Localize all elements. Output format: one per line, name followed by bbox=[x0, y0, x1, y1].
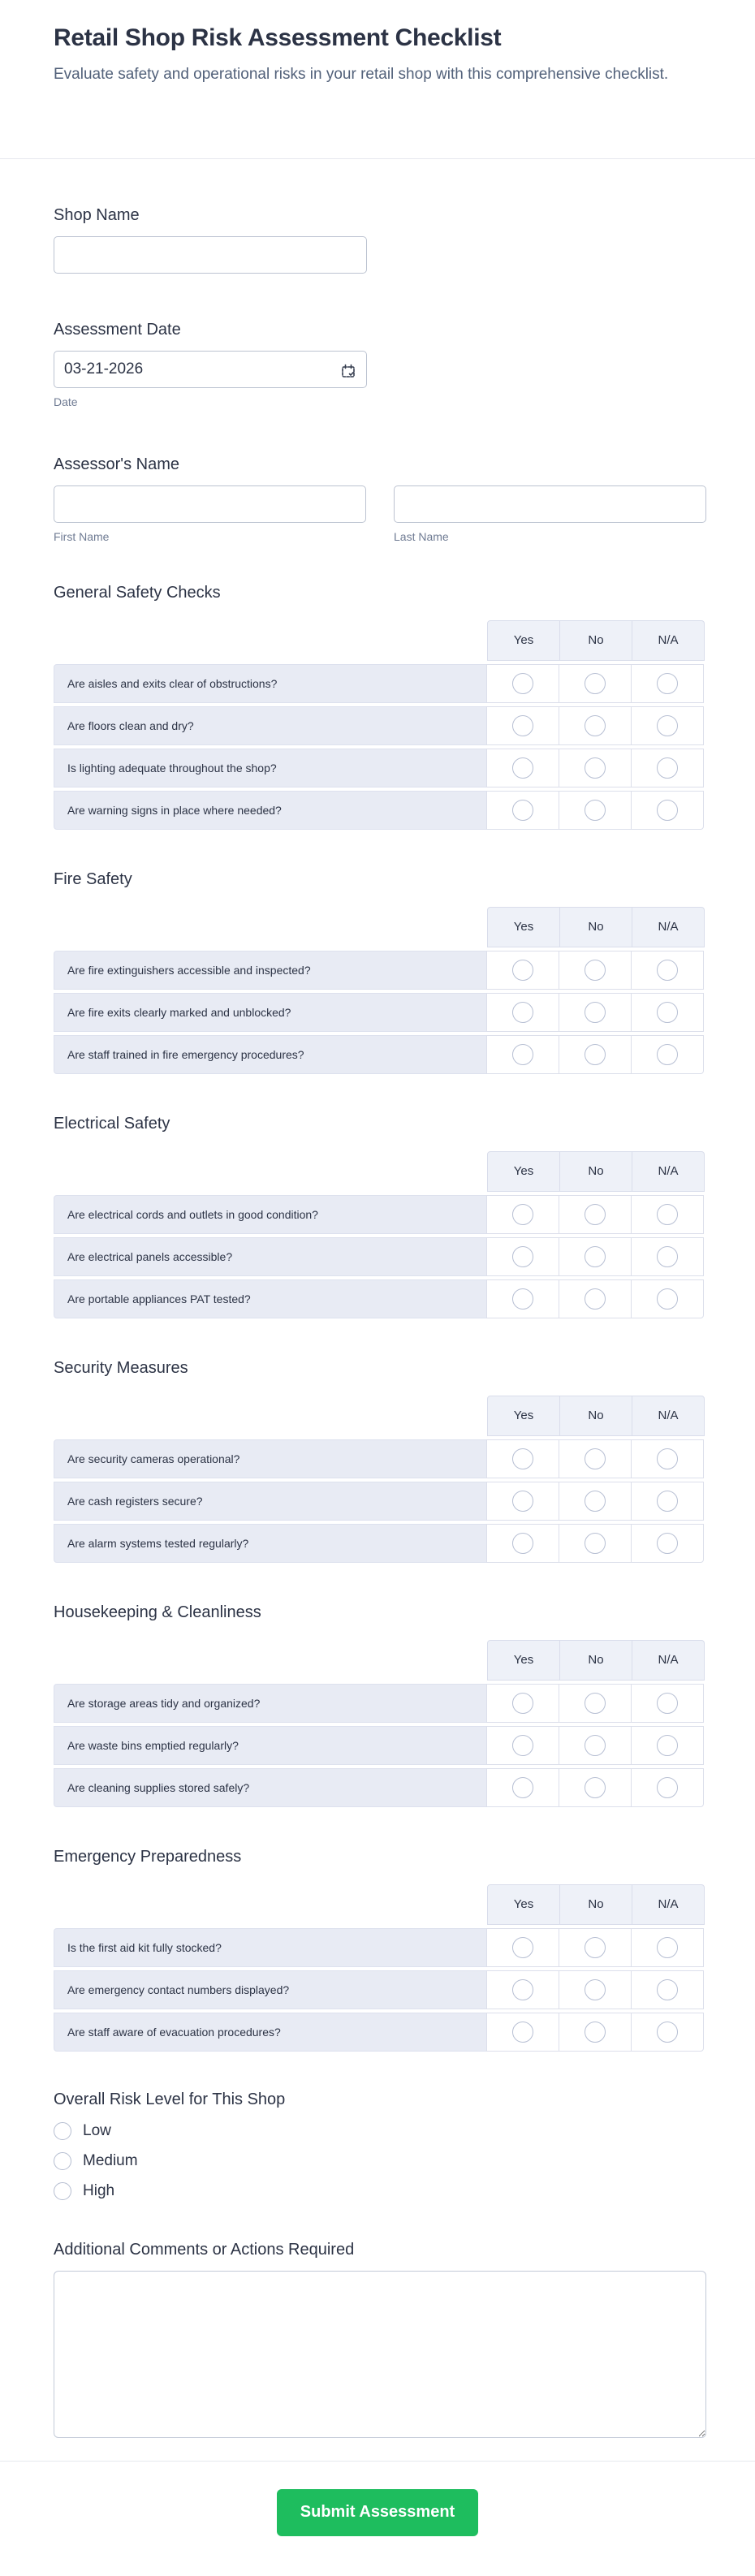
matrix-question-label: Are cleaning supplies stored safely? bbox=[54, 1768, 487, 1807]
form-footer bbox=[0, 2462, 755, 2576]
matrix-radio-n-a[interactable] bbox=[657, 1044, 678, 1065]
matrix-radio-yes[interactable] bbox=[512, 1246, 533, 1267]
matrix-row bbox=[54, 951, 706, 990]
matrix-section-electrical-safety bbox=[54, 1115, 706, 1318]
matrix-radio-cell-yes bbox=[486, 1524, 559, 1563]
matrix-radio-yes[interactable] bbox=[512, 960, 533, 981]
matrix-column-header-yes: Yes bbox=[487, 1151, 560, 1192]
matrix-header-row bbox=[487, 1640, 706, 1681]
matrix-row bbox=[54, 706, 706, 745]
matrix-row bbox=[54, 1279, 706, 1318]
matrix-column-header-yes: Yes bbox=[487, 1396, 560, 1436]
last-name-input[interactable] bbox=[394, 485, 706, 523]
matrix-radio-yes[interactable] bbox=[512, 715, 533, 736]
matrix-column-header-n-a: N/A bbox=[632, 620, 705, 661]
matrix-row bbox=[54, 993, 706, 1032]
matrix-question-label: Are alarm systems tested regularly? bbox=[54, 1524, 487, 1563]
matrix-radio-no[interactable] bbox=[585, 1002, 606, 1023]
matrix-radio-no[interactable] bbox=[585, 1735, 606, 1756]
matrix-radio-yes[interactable] bbox=[512, 673, 533, 694]
matrix-header-row bbox=[487, 620, 706, 661]
form-body bbox=[0, 206, 755, 2438]
first-name-input[interactable] bbox=[54, 485, 366, 523]
matrix-row bbox=[54, 664, 706, 703]
matrix-radio-no[interactable] bbox=[585, 800, 606, 821]
section-title: Security Measures bbox=[54, 1358, 188, 1377]
matrix-radio-cell-yes bbox=[486, 951, 559, 990]
matrix-radio-cell-no bbox=[559, 1237, 632, 1276]
risk-level-field bbox=[54, 2091, 706, 2200]
matrix-table bbox=[54, 1640, 706, 1807]
matrix-radio-no[interactable] bbox=[585, 1448, 606, 1469]
matrix-radio-cell-no bbox=[559, 1439, 632, 1478]
matrix-radio-n-a[interactable] bbox=[657, 1937, 678, 1958]
matrix-question-label: Are security cameras operational? bbox=[54, 1439, 487, 1478]
matrix-radio-cell-no bbox=[559, 951, 632, 990]
first-name-sublabel: First Name bbox=[54, 529, 110, 543]
matrix-radio-cell-n-a bbox=[631, 706, 704, 745]
matrix-column-header-no: No bbox=[559, 1396, 632, 1436]
matrix-radio-yes[interactable] bbox=[512, 1002, 533, 1023]
matrix-radio-yes[interactable] bbox=[512, 1777, 533, 1798]
matrix-radio-n-a[interactable] bbox=[657, 1693, 678, 1714]
date-sublabel: Date bbox=[54, 395, 78, 408]
matrix-radio-no[interactable] bbox=[585, 1288, 606, 1310]
matrix-question-label: Are cash registers secure? bbox=[54, 1482, 487, 1521]
risk-options bbox=[54, 2122, 706, 2200]
shop-name-field bbox=[54, 206, 706, 274]
matrix-radio-no[interactable] bbox=[585, 1937, 606, 1958]
matrix-column-header-yes: Yes bbox=[487, 620, 560, 661]
matrix-radio-yes[interactable] bbox=[512, 1448, 533, 1469]
matrix-radio-yes[interactable] bbox=[512, 2022, 533, 2043]
matrix-radio-cell-no bbox=[559, 706, 632, 745]
matrix-radio-yes[interactable] bbox=[512, 1937, 533, 1958]
matrix-radio-cell-n-a bbox=[631, 1768, 704, 1807]
matrix-body bbox=[54, 1684, 706, 1807]
section-title: General Safety Checks bbox=[54, 583, 221, 602]
matrix-column-header-yes: Yes bbox=[487, 907, 560, 947]
matrix-radio-no[interactable] bbox=[585, 1204, 606, 1225]
matrix-table bbox=[54, 1151, 706, 1318]
matrix-sections bbox=[54, 584, 706, 2052]
matrix-radio-cell-no bbox=[559, 1279, 632, 1318]
matrix-column-header-n-a: N/A bbox=[632, 1396, 705, 1436]
matrix-radio-cell-n-a bbox=[631, 791, 704, 830]
matrix-radio-cell-n-a bbox=[631, 1928, 704, 1967]
matrix-radio-cell-n-a bbox=[631, 2013, 704, 2052]
matrix-question-label: Are warning signs in place where needed? bbox=[54, 791, 487, 830]
matrix-section-housekeeping-cleanliness bbox=[54, 1603, 706, 1807]
matrix-radio-cell-yes bbox=[486, 993, 559, 1032]
matrix-row bbox=[54, 1482, 706, 1521]
section-title: Electrical Safety bbox=[54, 1114, 170, 1133]
matrix-radio-cell-yes bbox=[486, 1726, 559, 1765]
matrix-column-header-yes: Yes bbox=[487, 1640, 560, 1681]
matrix-radio-cell-n-a bbox=[631, 664, 704, 703]
matrix-row bbox=[54, 1035, 706, 1074]
risk-option bbox=[54, 2122, 706, 2140]
matrix-radio-cell-no bbox=[559, 993, 632, 1032]
matrix-radio-no[interactable] bbox=[585, 1044, 606, 1065]
matrix-radio-cell-yes bbox=[486, 1928, 559, 1967]
matrix-radio-n-a[interactable] bbox=[657, 1979, 678, 2000]
matrix-column-header-no: No bbox=[559, 907, 632, 947]
matrix-question-label: Are staff aware of evacuation procedures? bbox=[54, 2013, 487, 2052]
matrix-radio-cell-no bbox=[559, 1928, 632, 1967]
matrix-radio-cell-yes bbox=[486, 1970, 559, 2009]
matrix-radio-n-a[interactable] bbox=[657, 1204, 678, 1225]
matrix-radio-n-a[interactable] bbox=[657, 1288, 678, 1310]
matrix-radio-n-a[interactable] bbox=[657, 1448, 678, 1469]
matrix-body bbox=[54, 1439, 706, 1563]
matrix-section-fire-safety bbox=[54, 870, 706, 1074]
matrix-radio-n-a[interactable] bbox=[657, 1246, 678, 1267]
matrix-table bbox=[54, 1396, 706, 1563]
first-name-col bbox=[54, 485, 366, 543]
matrix-column-header-no: No bbox=[559, 1640, 632, 1681]
matrix-body bbox=[54, 1928, 706, 2052]
matrix-radio-cell-yes bbox=[486, 791, 559, 830]
matrix-radio-no[interactable] bbox=[585, 1491, 606, 1512]
comments-field bbox=[54, 2241, 706, 2438]
matrix-radio-cell-no bbox=[559, 749, 632, 787]
calendar-check-icon[interactable] bbox=[340, 363, 356, 379]
matrix-radio-cell-n-a bbox=[631, 951, 704, 990]
matrix-question-label: Are electrical panels accessible? bbox=[54, 1237, 487, 1276]
matrix-radio-cell-no bbox=[559, 1195, 632, 1234]
matrix-radio-cell-yes bbox=[486, 1237, 559, 1276]
matrix-column-header-no: No bbox=[559, 1884, 632, 1925]
matrix-radio-no[interactable] bbox=[585, 1246, 606, 1267]
matrix-radio-yes[interactable] bbox=[512, 1491, 533, 1512]
matrix-header-row bbox=[487, 907, 706, 947]
matrix-radio-cell-yes bbox=[486, 749, 559, 787]
risk-option-label: Low bbox=[83, 2121, 111, 2139]
matrix-radio-cell-no bbox=[559, 1684, 632, 1723]
matrix-question-label: Is lighting adequate throughout the shop? bbox=[54, 749, 487, 787]
matrix-radio-no[interactable] bbox=[585, 673, 606, 694]
matrix-radio-n-a[interactable] bbox=[657, 673, 678, 694]
matrix-radio-cell-no bbox=[559, 1482, 632, 1521]
matrix-row bbox=[54, 1928, 706, 1967]
matrix-radio-cell-n-a bbox=[631, 1439, 704, 1478]
last-name-col bbox=[394, 485, 706, 543]
matrix-radio-yes[interactable] bbox=[512, 1979, 533, 2000]
section-title: Fire Safety bbox=[54, 869, 132, 888]
matrix-radio-cell-yes bbox=[486, 1439, 559, 1478]
matrix-row bbox=[54, 1970, 706, 2009]
matrix-row bbox=[54, 1726, 706, 1765]
matrix-radio-cell-n-a bbox=[631, 749, 704, 787]
matrix-radio-no[interactable] bbox=[585, 1777, 606, 1798]
shop-name-input[interactable] bbox=[54, 236, 367, 274]
matrix-column-header-n-a: N/A bbox=[632, 1884, 705, 1925]
matrix-radio-no[interactable] bbox=[585, 2022, 606, 2043]
matrix-table bbox=[54, 1884, 706, 2052]
risk-radio-high[interactable] bbox=[54, 2182, 71, 2200]
matrix-question-label: Are fire extinguishers accessible and inspected? bbox=[54, 951, 487, 990]
matrix-radio-cell-yes bbox=[486, 1279, 559, 1318]
matrix-radio-no[interactable] bbox=[585, 1533, 606, 1554]
matrix-radio-n-a[interactable] bbox=[657, 1777, 678, 1798]
matrix-radio-yes[interactable] bbox=[512, 1533, 533, 1554]
shop-name-label: Shop Name bbox=[54, 205, 140, 224]
matrix-radio-cell-no bbox=[559, 1524, 632, 1563]
matrix-row bbox=[54, 749, 706, 787]
matrix-radio-cell-n-a bbox=[631, 1279, 704, 1318]
matrix-question-label: Are fire exits clearly marked and unblocked? bbox=[54, 993, 487, 1032]
matrix-radio-cell-yes bbox=[486, 1482, 559, 1521]
last-name-sublabel: Last Name bbox=[394, 529, 449, 543]
matrix-radio-cell-yes bbox=[486, 706, 559, 745]
matrix-radio-cell-no bbox=[559, 1726, 632, 1765]
matrix-row bbox=[54, 1524, 706, 1563]
matrix-radio-cell-yes bbox=[486, 664, 559, 703]
matrix-radio-cell-n-a bbox=[631, 1524, 704, 1563]
matrix-header-row bbox=[487, 1396, 706, 1436]
matrix-radio-cell-n-a bbox=[631, 1482, 704, 1521]
matrix-radio-cell-no bbox=[559, 1768, 632, 1807]
matrix-radio-n-a[interactable] bbox=[657, 715, 678, 736]
matrix-radio-yes[interactable] bbox=[512, 1288, 533, 1310]
matrix-radio-no[interactable] bbox=[585, 757, 606, 779]
comments-textarea[interactable] bbox=[54, 2271, 706, 2438]
form-header bbox=[0, 0, 755, 158]
matrix-question-label: Are storage areas tidy and organized? bbox=[54, 1684, 487, 1723]
risk-radio-medium[interactable] bbox=[54, 2152, 71, 2170]
assessment-date-label: Assessment Date bbox=[54, 320, 181, 339]
matrix-radio-cell-no bbox=[559, 791, 632, 830]
matrix-radio-no[interactable] bbox=[585, 1979, 606, 2000]
matrix-radio-n-a[interactable] bbox=[657, 2022, 678, 2043]
matrix-radio-cell-yes bbox=[486, 1035, 559, 1074]
matrix-question-label: Are aisles and exits clear of obstructions? bbox=[54, 664, 487, 703]
matrix-row bbox=[54, 1439, 706, 1478]
matrix-radio-cell-n-a bbox=[631, 1726, 704, 1765]
matrix-radio-no[interactable] bbox=[585, 1693, 606, 1714]
matrix-row bbox=[54, 1768, 706, 1807]
matrix-question-label: Is the first aid kit fully stocked? bbox=[54, 1928, 487, 1967]
matrix-radio-yes[interactable] bbox=[512, 757, 533, 779]
matrix-column-header-n-a: N/A bbox=[632, 907, 705, 947]
section-title: Housekeeping & Cleanliness bbox=[54, 1603, 261, 1621]
matrix-radio-cell-n-a bbox=[631, 1237, 704, 1276]
matrix-radio-cell-n-a bbox=[631, 1035, 704, 1074]
matrix-radio-cell-no bbox=[559, 1035, 632, 1074]
matrix-row bbox=[54, 2013, 706, 2052]
matrix-row bbox=[54, 1684, 706, 1723]
matrix-radio-cell-n-a bbox=[631, 1684, 704, 1723]
matrix-header-row bbox=[487, 1884, 706, 1925]
section-title: Emergency Preparedness bbox=[54, 1847, 242, 1866]
matrix-table bbox=[54, 620, 706, 830]
matrix-radio-cell-n-a bbox=[631, 993, 704, 1032]
matrix-radio-cell-n-a bbox=[631, 1195, 704, 1234]
matrix-radio-yes[interactable] bbox=[512, 1735, 533, 1756]
matrix-radio-yes[interactable] bbox=[512, 1044, 533, 1065]
assessor-name-label: Assessor's Name bbox=[54, 455, 179, 473]
risk-option-label: High bbox=[83, 2181, 115, 2199]
matrix-radio-n-a[interactable] bbox=[657, 1735, 678, 1756]
matrix-radio-no[interactable] bbox=[585, 715, 606, 736]
matrix-column-header-n-a: N/A bbox=[632, 1151, 705, 1192]
matrix-column-header-no: No bbox=[559, 620, 632, 661]
matrix-radio-n-a[interactable] bbox=[657, 757, 678, 779]
risk-level-label: Overall Risk Level for This Shop bbox=[54, 2090, 286, 2108]
risk-option bbox=[54, 2182, 706, 2200]
matrix-radio-n-a[interactable] bbox=[657, 1002, 678, 1023]
matrix-radio-n-a[interactable] bbox=[657, 800, 678, 821]
matrix-question-label: Are portable appliances PAT tested? bbox=[54, 1279, 487, 1318]
matrix-radio-no[interactable] bbox=[585, 960, 606, 981]
matrix-body bbox=[54, 951, 706, 1074]
matrix-question-label: Are staff trained in fire emergency procedures? bbox=[54, 1035, 487, 1074]
assessment-date-input[interactable] bbox=[54, 351, 367, 388]
matrix-radio-cell-yes bbox=[486, 1684, 559, 1723]
matrix-question-label: Are waste bins emptied regularly? bbox=[54, 1726, 487, 1765]
matrix-section-security-measures bbox=[54, 1359, 706, 1563]
matrix-radio-cell-yes bbox=[486, 2013, 559, 2052]
matrix-radio-n-a[interactable] bbox=[657, 1533, 678, 1554]
submit-button[interactable]: Submit Assessment bbox=[277, 2489, 478, 2536]
risk-option-label: Medium bbox=[83, 2151, 138, 2169]
matrix-radio-cell-yes bbox=[486, 1768, 559, 1807]
matrix-row bbox=[54, 791, 706, 830]
matrix-header-row bbox=[487, 1151, 706, 1192]
matrix-body bbox=[54, 664, 706, 830]
matrix-radio-cell-no bbox=[559, 664, 632, 703]
matrix-radio-cell-n-a bbox=[631, 1970, 704, 2009]
risk-option bbox=[54, 2152, 706, 2170]
comments-label: Additional Comments or Actions Required bbox=[54, 2240, 355, 2259]
form-title: Retail Shop Risk Assessment Checklist bbox=[54, 24, 502, 51]
matrix-section-general-safety-checks bbox=[54, 584, 706, 830]
matrix-radio-yes[interactable] bbox=[512, 1693, 533, 1714]
matrix-column-header-no: No bbox=[559, 1151, 632, 1192]
matrix-column-header-n-a: N/A bbox=[632, 1640, 705, 1681]
assessment-date-field bbox=[54, 321, 706, 408]
matrix-row bbox=[54, 1195, 706, 1234]
matrix-radio-cell-no bbox=[559, 1970, 632, 2009]
matrix-radio-n-a[interactable] bbox=[657, 960, 678, 981]
matrix-radio-n-a[interactable] bbox=[657, 1491, 678, 1512]
form-description: Evaluate safety and operational risks in your retail shop with this comprehensive checklist. bbox=[54, 66, 669, 83]
matrix-row bbox=[54, 1237, 706, 1276]
matrix-table bbox=[54, 907, 706, 1074]
assessor-name-field bbox=[54, 455, 706, 543]
matrix-question-label: Are electrical cords and outlets in good condition? bbox=[54, 1195, 487, 1234]
matrix-radio-yes[interactable] bbox=[512, 800, 533, 821]
header-divider bbox=[0, 158, 755, 159]
matrix-radio-cell-yes bbox=[486, 1195, 559, 1234]
matrix-radio-yes[interactable] bbox=[512, 1204, 533, 1225]
matrix-body bbox=[54, 1195, 706, 1318]
matrix-radio-cell-no bbox=[559, 2013, 632, 2052]
matrix-column-header-yes: Yes bbox=[487, 1884, 560, 1925]
matrix-section-emergency-preparedness bbox=[54, 1848, 706, 2052]
risk-radio-low[interactable] bbox=[54, 2122, 71, 2140]
matrix-question-label: Are emergency contact numbers displayed? bbox=[54, 1970, 487, 2009]
matrix-question-label: Are floors clean and dry? bbox=[54, 706, 487, 745]
